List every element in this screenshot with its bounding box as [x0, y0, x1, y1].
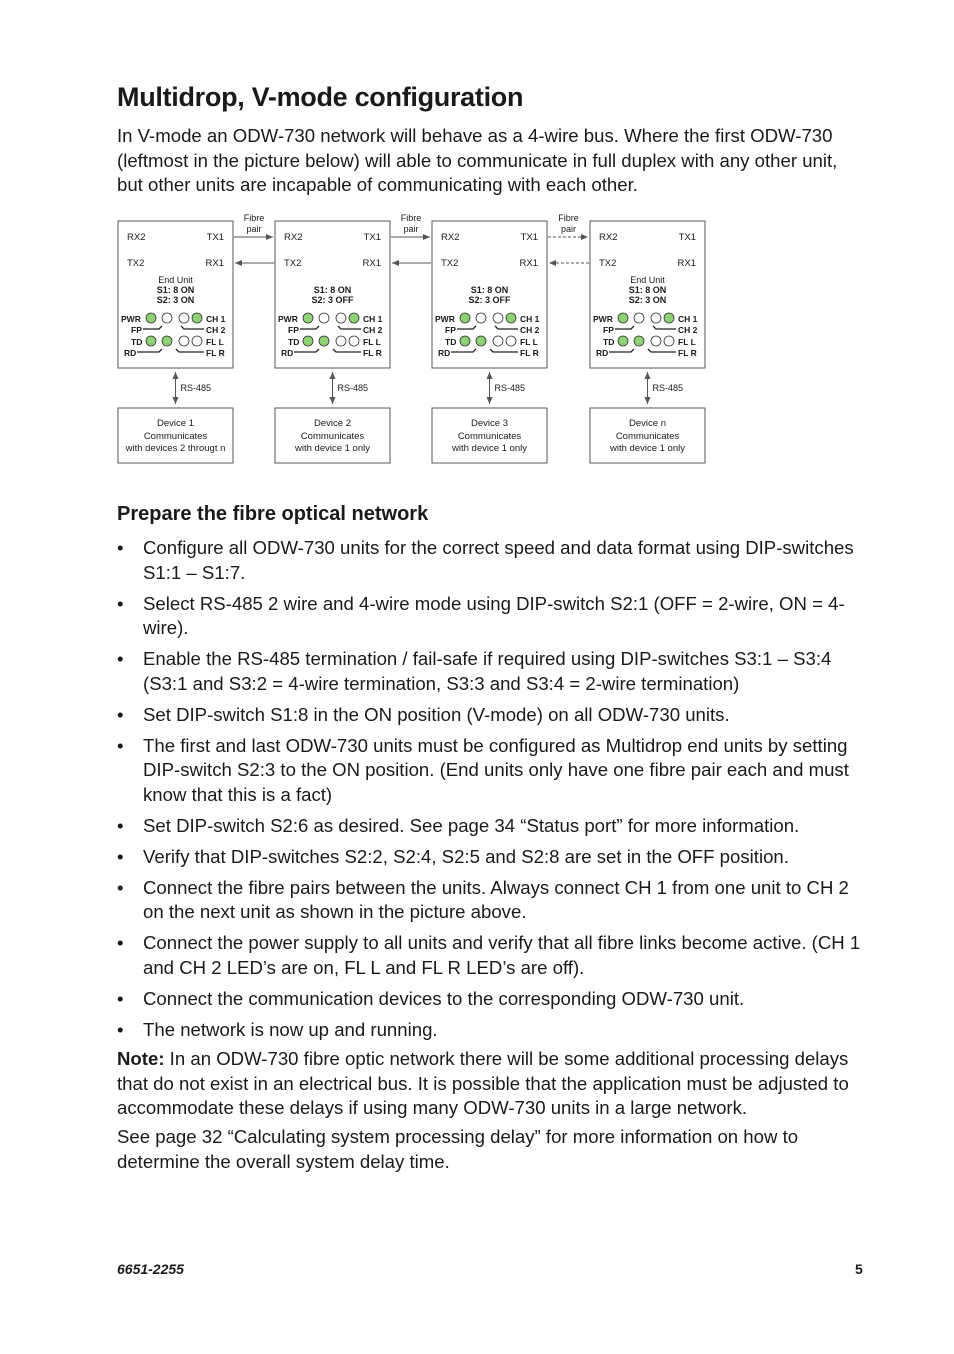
status-led: [493, 336, 503, 346]
status-led: [179, 313, 189, 323]
port-label-tx1: TX1: [206, 232, 224, 243]
led-bracket: [615, 326, 634, 329]
led-label-pwr: PWR: [278, 314, 298, 324]
led-label-fl-r: FL R: [206, 348, 225, 358]
page-title: Multidrop, V-mode configuration: [117, 82, 524, 112]
dip-switch-s2-label: S2: 3 OFF: [468, 295, 511, 305]
fibre-pair-label: Fibre: [243, 213, 265, 223]
status-led: [476, 336, 486, 346]
rs485-label: RS-485: [494, 383, 526, 393]
status-led: [664, 313, 674, 323]
port-label-rx2: RX2: [441, 232, 460, 243]
led-label-ch1: CH 1: [206, 314, 226, 324]
port-label-rx1: RX1: [362, 258, 381, 269]
led-bracket: [490, 349, 518, 352]
list-item: • Set DIP-switch S2:6 as desired. See page 34 “Status port” for more information.: [117, 814, 867, 839]
device-description: Communicates: [300, 431, 365, 442]
device-name: Device 2: [314, 418, 351, 429]
status-led: [651, 336, 661, 346]
list-item: • Select RS-485 2 wire and 4-wire mode using DIP-switch S2:1 (OFF = 2-wire, ON = 4-wire).: [117, 592, 867, 641]
port-label-tx1: TX1: [520, 232, 538, 243]
status-led: [618, 336, 628, 346]
fibre-pair-label: pair: [560, 224, 577, 234]
port-label-rx2: RX2: [127, 232, 146, 243]
status-led: [651, 313, 661, 323]
led-bracket: [181, 326, 204, 329]
status-led: [192, 336, 202, 346]
dip-switch-s1-label: S1: 8 ON: [156, 285, 195, 295]
status-led: [618, 313, 628, 323]
status-led: [349, 336, 359, 346]
status-led: [179, 336, 189, 346]
led-label-ch1: CH 1: [363, 314, 383, 324]
led-label-td: TD: [603, 337, 615, 347]
led-bracket: [176, 349, 204, 352]
fibre-pair-label: Fibre: [400, 213, 422, 223]
port-label-rx2: RX2: [599, 232, 618, 243]
list-item: • Enable the RS-485 termination / fail-safe if required using DIP-switches S3:1 – S3:4 (S3:1 and S3:2 = 4-wire termination, S3:3 and S3:4 = 2-wire termination): [117, 647, 867, 696]
port-label-rx1: RX1: [519, 258, 538, 269]
status-led: [634, 313, 644, 323]
section-heading: Prepare the fibre optical network: [117, 503, 429, 525]
led-label-ch2: CH 2: [363, 325, 383, 335]
led-bracket: [338, 326, 361, 329]
led-label-rd: RD: [596, 348, 609, 358]
status-led: [146, 336, 156, 346]
device-name: Device 3: [471, 418, 508, 429]
dip-switch-s1-label: S1: 8 ON: [470, 285, 509, 295]
device-description: with device 1 only: [452, 443, 527, 454]
led-label-td: TD: [288, 337, 300, 347]
port-label-tx2: TX2: [284, 258, 302, 269]
led-label-ch2: CH 2: [678, 325, 698, 335]
led-label-fl-r: FL R: [520, 348, 539, 358]
status-led: [634, 336, 644, 346]
end-unit-label: End Unit: [158, 275, 193, 285]
led-label-fl-r: FL R: [363, 348, 382, 358]
status-led: [319, 313, 329, 323]
led-label-rd: RD: [124, 348, 137, 358]
led-bracket: [451, 349, 476, 352]
dip-switch-s2-label: S2: 3 ON: [156, 295, 195, 305]
device-description: Communicates: [615, 431, 680, 442]
fibre-pair-label: Fibre: [558, 213, 579, 223]
led-bracket: [609, 349, 634, 352]
dip-switch-s1-label: S1: 8 ON: [628, 285, 667, 295]
list-item: • The network is now up and running.: [117, 1018, 867, 1043]
rs485-label: RS-485: [337, 383, 369, 393]
status-led: [506, 336, 516, 346]
led-label-td: TD: [445, 337, 457, 347]
device-description: with devices 2 througt n: [125, 443, 226, 454]
list-item: • Configure all ODW-730 units for the correct speed and data format using DIP-switches S1:1 – S1:7.: [117, 536, 867, 585]
note-text: In an ODW-730 fibre optic network there will be some additional processing delays that do not exist in an electrical bus. It is possible that the application must be adjusted to accommodate these delays if using many ODW-730 units in a large network.: [117, 1048, 849, 1118]
status-led: [336, 313, 346, 323]
led-bracket: [495, 326, 518, 329]
list-item: • Connect the communication devices to the corresponding ODW-730 unit.: [117, 987, 867, 1012]
status-led: [146, 313, 156, 323]
document-number: 6651-2255: [117, 1261, 184, 1277]
led-label-ch2: CH 2: [206, 325, 226, 335]
led-label-ch1: CH 1: [520, 314, 540, 324]
note-label: Note:: [117, 1048, 165, 1069]
status-led: [664, 336, 674, 346]
led-label-ch2: CH 2: [520, 325, 540, 335]
port-label-rx2: RX2: [284, 232, 303, 243]
see-also-paragraph: See page 32 “Calculating system processing delay” for more information on how to determine the overall system delay time.: [117, 1126, 799, 1172]
instruction-list: [117, 536, 867, 1049]
port-label-tx2: TX2: [441, 258, 459, 269]
device-description: with device 1 only: [295, 443, 370, 454]
led-label-td: TD: [131, 337, 143, 347]
fibre-pair-label: pair: [246, 224, 262, 234]
status-led: [336, 336, 346, 346]
status-led: [162, 313, 172, 323]
led-label-pwr: PWR: [435, 314, 455, 324]
led-label-ch1: CH 1: [678, 314, 698, 324]
list-item: • Connect the fibre pairs between the units. Always connect CH 1 from one unit to CH 2 on the next unit as shown in the picture above.: [117, 876, 867, 925]
list-item: • Set DIP-switch S1:8 in the ON position (V-mode) on all ODW-730 units.: [117, 703, 867, 728]
status-led: [460, 336, 470, 346]
port-label-tx1: TX1: [363, 232, 381, 243]
led-label-pwr: PWR: [121, 314, 141, 324]
intro-paragraph: In V-mode an ODW-730 network will behave as a 4-wire bus. Where the first ODW-730 (leftmost in the picture below) will able to communicate in full duplex with any other unit, but other units are incapable of communicating with each other.: [117, 125, 838, 195]
list-item: • The first and last ODW-730 units must be configured as Multidrop end units by setting DIP-switch S2:3 to the ON position. (End units only have one fibre pair each and must know that this is a fact): [117, 734, 867, 808]
page-number: 5: [855, 1261, 863, 1277]
led-label-fl-l: FL L: [520, 337, 538, 347]
status-led: [493, 313, 503, 323]
rs485-label: RS-485: [180, 383, 212, 393]
device-name: Device n: [629, 418, 666, 429]
multidrop-diagram: [0, 0, 954, 480]
led-bracket: [457, 326, 476, 329]
end-unit-label: End Unit: [630, 275, 665, 285]
led-label-rd: RD: [281, 348, 294, 358]
status-led: [349, 313, 359, 323]
rs485-label: RS-485: [652, 383, 684, 393]
led-bracket: [137, 349, 162, 352]
status-led: [192, 313, 202, 323]
dip-switch-s2-label: S2: 3 OFF: [311, 295, 354, 305]
device-name: Device 1: [157, 418, 194, 429]
led-label-fl-r: FL R: [678, 348, 697, 358]
device-description: Communicates: [457, 431, 522, 442]
led-label-pwr: PWR: [593, 314, 613, 324]
status-led: [162, 336, 172, 346]
dip-switch-s1-label: S1: 8 ON: [313, 285, 352, 295]
status-led: [506, 313, 516, 323]
device-description: Communicates: [143, 431, 208, 442]
led-label-rd: RD: [438, 348, 451, 358]
note-paragraph: [117, 1047, 867, 1121]
list-item: • Verify that DIP-switches S2:2, S2:4, S2:5 and S2:8 are set in the OFF position.: [117, 845, 867, 870]
led-bracket: [333, 349, 361, 352]
status-led: [319, 336, 329, 346]
led-label-fp: FP: [131, 325, 142, 335]
port-label-tx1: TX1: [678, 232, 696, 243]
led-label-fl-l: FL L: [363, 337, 381, 347]
led-label-fp: FP: [603, 325, 614, 335]
port-label-tx2: TX2: [127, 258, 145, 269]
led-bracket: [300, 326, 319, 329]
led-label-fp: FP: [288, 325, 299, 335]
led-label-fl-l: FL L: [678, 337, 696, 347]
port-label-rx1: RX1: [677, 258, 696, 269]
status-led: [460, 313, 470, 323]
led-bracket: [648, 349, 676, 352]
led-bracket: [653, 326, 676, 329]
status-led: [476, 313, 486, 323]
list-item: • Connect the power supply to all units and verify that all fibre links become active. (CH 1 and CH 2 LED’s are on, FL L and FL R LED’s are off).: [117, 931, 867, 980]
led-label-fl-l: FL L: [206, 337, 224, 347]
device-description: with device 1 only: [610, 443, 685, 454]
status-led: [303, 313, 313, 323]
dip-switch-s2-label: S2: 3 ON: [628, 295, 667, 305]
led-bracket: [143, 326, 162, 329]
port-label-tx2: TX2: [599, 258, 617, 269]
status-led: [303, 336, 313, 346]
led-bracket: [294, 349, 319, 352]
led-label-fp: FP: [445, 325, 456, 335]
fibre-pair-label: pair: [403, 224, 419, 234]
port-label-rx1: RX1: [205, 258, 224, 269]
